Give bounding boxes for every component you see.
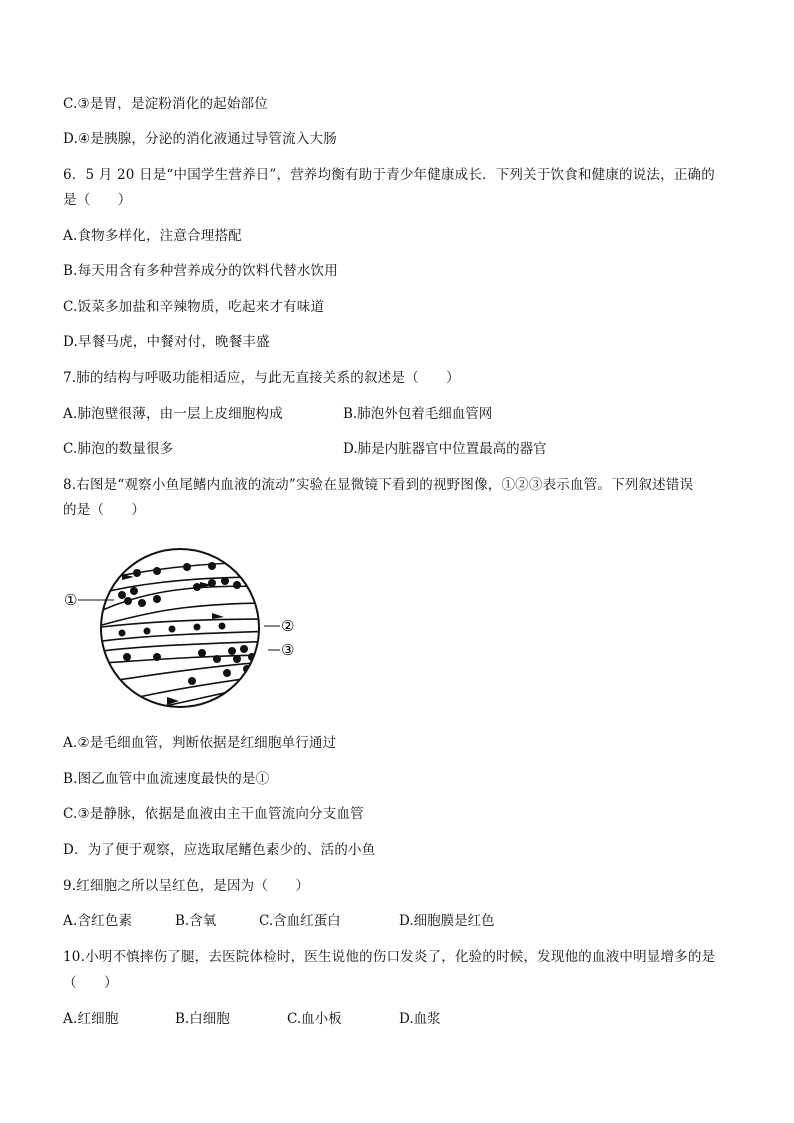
q10-option-a: A.红细胞: [63, 1011, 119, 1027]
q10-option-b: B.白细胞: [175, 1011, 230, 1027]
q7-option-d: D.肺是内脏器官中位置最高的器官: [343, 441, 547, 457]
q6-option-a: A.食物多样化，注意合理搭配: [63, 228, 242, 244]
q9-option-c: C.含血红蛋白: [259, 913, 341, 929]
microscope-field-figure: [62, 533, 322, 723]
q5-option-c: C.③是胃，是淀粉消化的起始部位: [63, 96, 268, 112]
q7-option-a: A.肺泡壁很薄，由一层上皮细胞构成: [63, 406, 283, 422]
q9-option-a: A.含红色素: [63, 913, 133, 929]
q8-option-b: B.图乙血管中血流速度最快的是①: [63, 771, 270, 787]
figure-label-3: ③: [281, 641, 295, 659]
q10-option-c: C.血小板: [287, 1011, 342, 1027]
q7-stem: 7.肺的结构与呼吸功能相适应，与此无直接关系的叙述是（ ）: [63, 370, 460, 386]
figure-label-1: ①: [64, 591, 78, 609]
q8-option-a: A.②是毛细血管，判断依据是红细胞单行通过: [63, 735, 337, 751]
q10-stem-line1: 10.小明不慎摔伤了腿，去医院体检时，医生说他的伤口发炎了，化验的时候，发现他的血液中明显增多的是: [63, 949, 716, 965]
q8-stem-line2: 的是（ ）: [63, 502, 146, 518]
q10-option-d: D.血浆: [399, 1011, 441, 1027]
q9-stem: 9.红细胞之所以呈红色，是因为（ ）: [63, 878, 310, 894]
figure-label-2: ②: [281, 617, 295, 635]
q6-option-b: B.每天用含有多种营养成分的饮料代替水饮用: [63, 263, 338, 279]
q10-stem-line2: （ ）: [63, 975, 118, 991]
q9-option-b: B.含氧: [175, 913, 217, 929]
q7-option-c: C.肺泡的数量很多: [63, 441, 174, 457]
q5-option-d: D.④是胰腺，分泌的消化液通过导管流入大肠: [63, 131, 337, 147]
q8-stem-line1: 8.右图是“观察小鱼尾鳍内血液的流动”实验在显微镜下看到的视野图像，①②③表示血管。下列叙述错误: [63, 477, 694, 493]
q9-option-d: D.细胞膜是红色: [399, 913, 495, 929]
q6-option-d: D.早餐马虎，中餐对付，晚餐丰盛: [63, 334, 270, 350]
q7-option-b: B.肺泡外包着毛细血管网: [343, 406, 493, 422]
q6-option-c: C.饭菜多加盐和辛辣物质，吃起来才有味道: [63, 299, 325, 315]
q8-option-c: C.③是静脉，依据是血液由主干血管流向分支血管: [63, 806, 364, 822]
q6-stem-line1: 6．5 月 20 日是“中国学生营养日”，营养均衡有助于青少年健康成长．下列关于饮食和健康的说法，正确的: [63, 167, 715, 183]
q8-option-d: D．为了便于观察，应选取尾鳍色素少的、活的小鱼: [63, 842, 376, 858]
q6-stem-line2: 是（ ）: [63, 192, 132, 208]
